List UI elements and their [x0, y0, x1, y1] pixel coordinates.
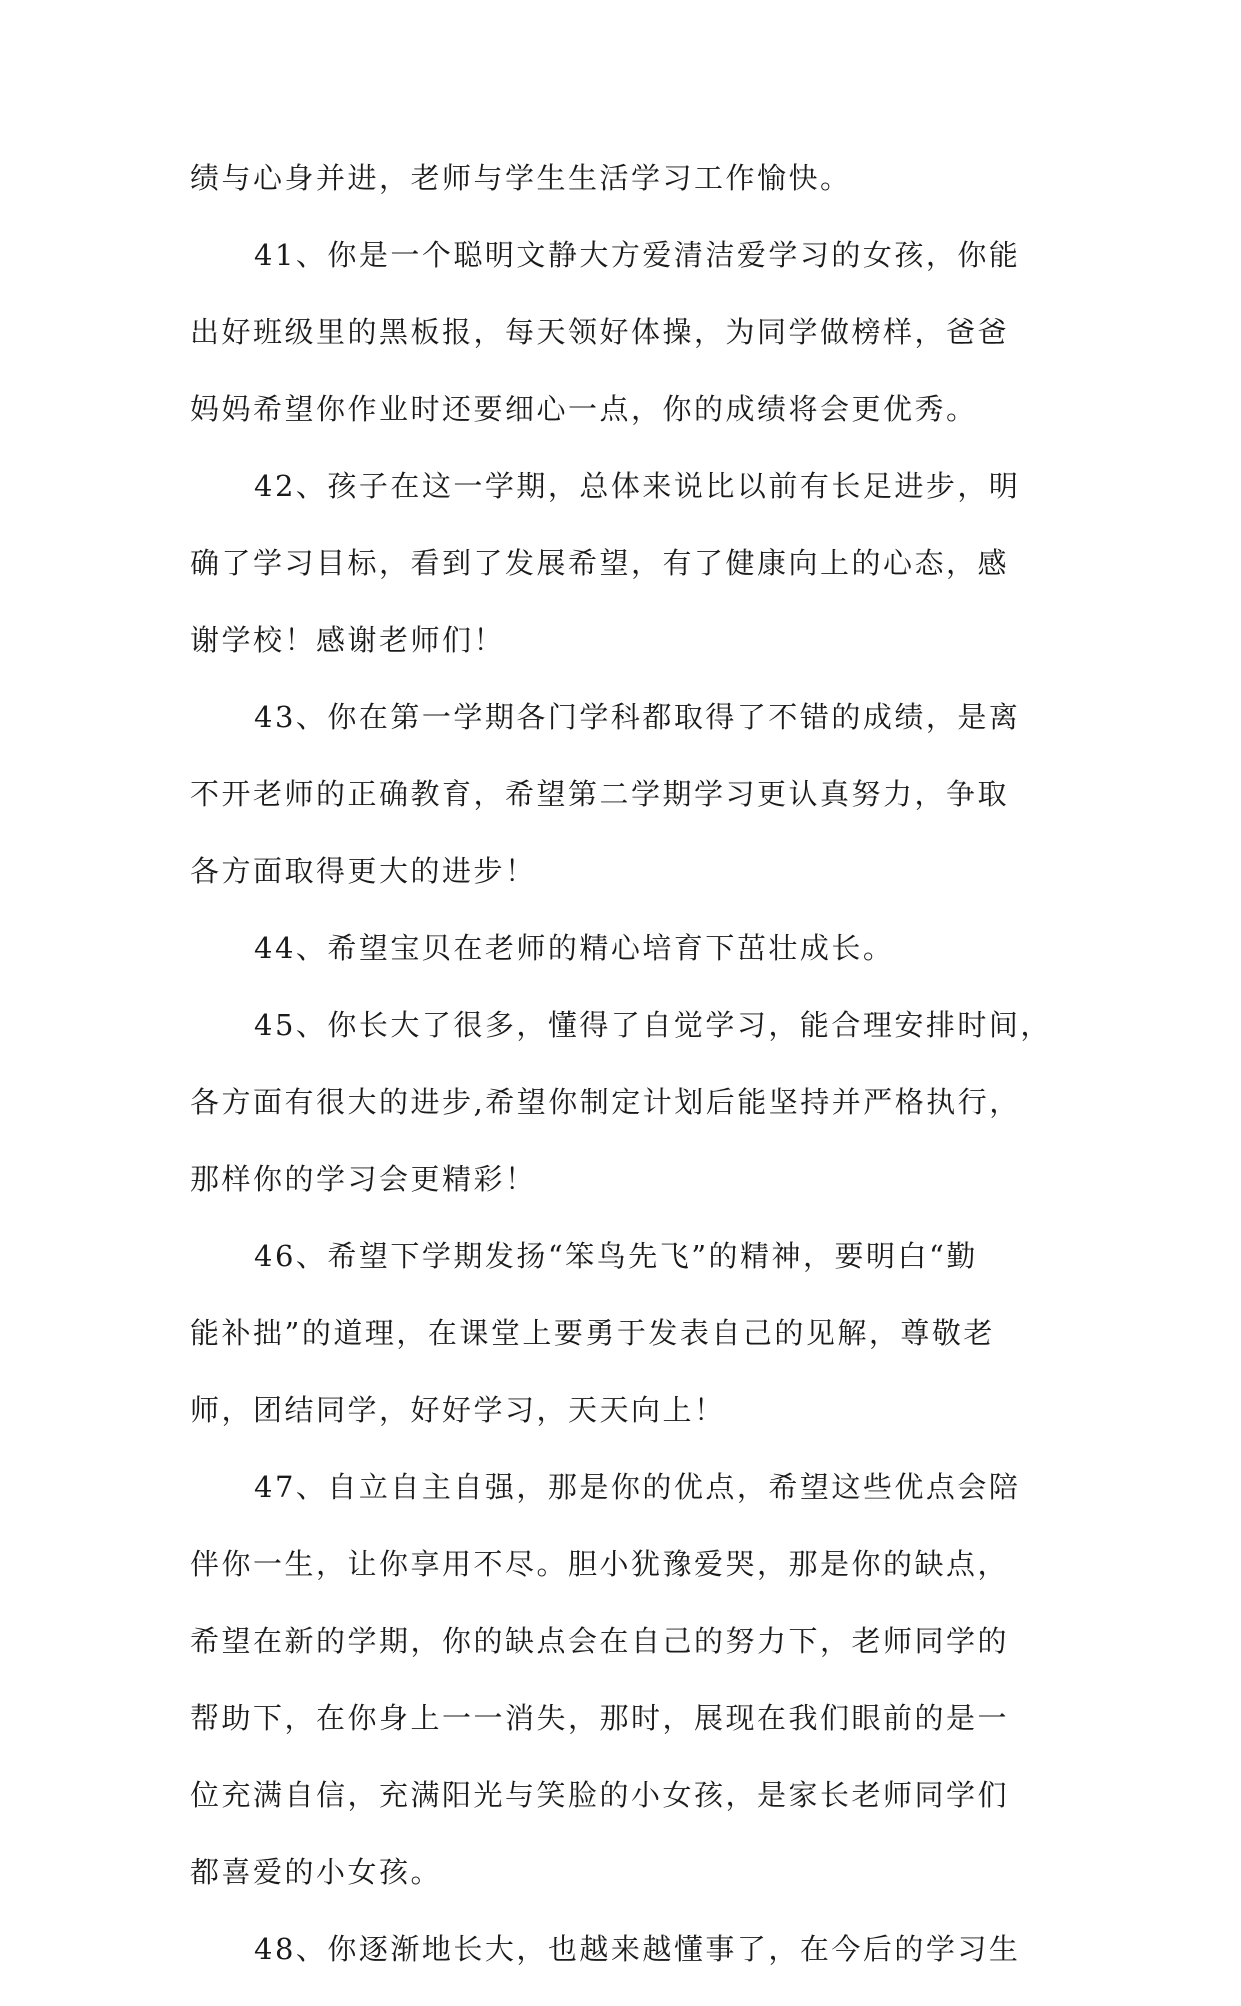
paragraph-43-line-3: 各方面取得更大的进步！: [190, 854, 537, 888]
paragraph-42-line-3: 谢学校！感谢老师们！: [190, 623, 506, 657]
paragraph-47-line-3: 希望在新的学期，你的缺点会在自己的努力下，老师同学的: [190, 1624, 1010, 1658]
paragraph-47-line-5: 位充满自信，充满阳光与笑脸的小女孩，是家长老师同学们: [190, 1778, 1010, 1812]
paragraph-46-line-3: 师，团结同学，好好学习，天天向上！: [190, 1393, 726, 1427]
paragraph-40-continuation-line-1: 绩与心身并进，老师与学生生活学习工作愉快。: [190, 161, 852, 195]
paragraph-45-line-3: 那样你的学习会更精彩！: [190, 1162, 537, 1196]
paragraph-42-line-2: 确了学习目标，看到了发展希望，有了健康向上的心态，感: [190, 546, 1010, 580]
paragraph-43-line-1: 43、你在第一学期各门学科都取得了不错的成绩，是离: [254, 700, 1021, 734]
paragraph-46-line-1: 46、希望下学期发扬“笨鸟先飞”的精神，要明白“勤: [254, 1239, 978, 1273]
paragraph-48-line-1: 48、你逐渐地长大，也越来越懂事了，在今后的学习生: [254, 1932, 1021, 1966]
paragraph-45-line-2: 各方面有很大的进步,希望你制定计划后能坚持并严格执行，: [190, 1085, 1021, 1119]
paragraph-47-line-4: 帮助下，在你身上一一消失，那时，展现在我们眼前的是一: [190, 1701, 1010, 1735]
paragraph-43-line-2: 不开老师的正确教育，希望第二学期学习更认真努力，争取: [190, 777, 1010, 811]
paragraph-47-line-1: 47、自立自主自强，那是你的优点，希望这些优点会陪: [254, 1470, 1021, 1504]
paragraph-41-line-2: 出好班级里的黑板报，每天领好体操，为同学做榜样，爸爸: [190, 315, 1010, 349]
paragraph-41-line-3: 妈妈希望你作业时还要细心一点，你的成绩将会更优秀。: [190, 392, 978, 426]
paragraph-44-line-1: 44、希望宝贝在老师的精心培育下茁壮成长。: [254, 931, 895, 965]
paragraph-47-line-2: 伴你一生，让你享用不尽。胆小犹豫爱哭，那是你的缺点，: [190, 1547, 1010, 1581]
document-body: [190, 158, 1056, 2006]
paragraph-45-line-1: 45、你长大了很多，懂得了自觉学习，能合理安排时间，: [254, 1008, 1052, 1042]
paragraph-47-line-6: 都喜爱的小女孩。: [190, 1855, 443, 1889]
paragraph-41-line-1: 41、你是一个聪明文静大方爱清洁爱学习的女孩，你能: [254, 238, 1021, 272]
paragraph-42-line-1: 42、孩子在这一学期，总体来说比以前有长足进步，明: [254, 469, 1021, 503]
paragraph-46-line-2: 能补拙”的道理，在课堂上要勇于发表自己的见解，尊敬老: [190, 1316, 995, 1350]
